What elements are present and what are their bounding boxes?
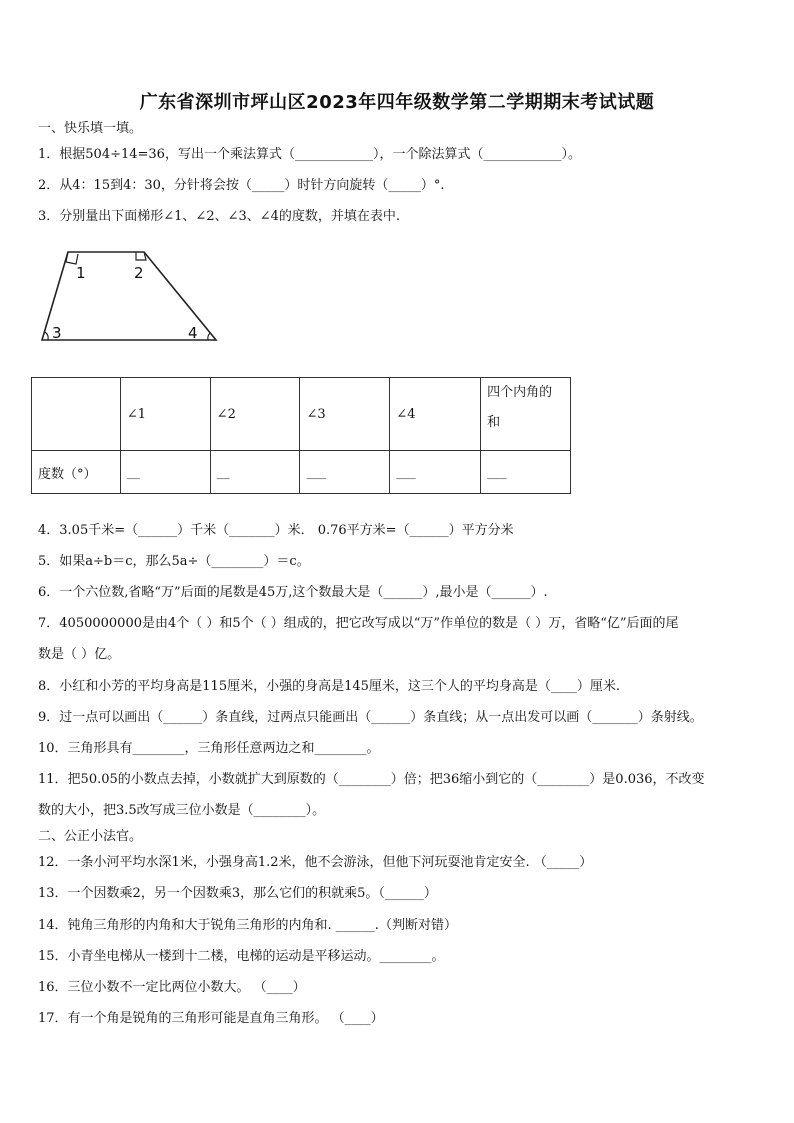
question-13: 13．一个因数乘2，另一个因数乘3，那么它们的积就乘5。（______） xyxy=(38,886,437,901)
table-cell[interactable]: ___ xyxy=(481,451,571,494)
angle-label-1: 1 xyxy=(76,264,86,282)
question-1: 1．根据504÷14=36，写出一个乘法算式（____________），一个除法算式（____________）。 xyxy=(38,147,581,162)
question-9: 9．过一点可以画出（______）条直线，过两点只能画出（______）条直线；从一点出发可以画（_______）条射线。 xyxy=(38,710,703,725)
question-3: 3．分别量出下面梯形∠1、∠2、∠3、∠4的度数，并填在表中. xyxy=(38,209,401,224)
table-header-cell: ∠2 xyxy=(210,378,300,451)
question-17: 17．有一个角是锐角的三角形可能是直角三角形。 （____） xyxy=(38,1011,384,1026)
table-header-cell: ∠1 xyxy=(120,378,210,451)
question-12: 12．一条小河平均水深1米，小强身高1.2米，他不会游泳，但他下河玩耍池肯定安全. （_____） xyxy=(38,855,593,870)
table-cell[interactable]: ___ xyxy=(390,451,481,494)
angle-label-3: 3 xyxy=(52,324,62,342)
question-7: 7．4050000000是由4个（ ）和5个（ ）组成的，把它改写成以“万”作单位的数是（ ）万，省略“亿”后面的尾 xyxy=(38,616,679,631)
trapezoid-figure xyxy=(36,248,226,348)
table-row xyxy=(32,451,571,494)
angle-table xyxy=(31,377,571,494)
table-header-cell xyxy=(32,378,121,451)
table-header-cell: 四个内角的和 xyxy=(481,378,571,451)
question-6: 6．一个六位数,省略“万”后面的尾数是45万,这个数最大是（______）,最小是（______）. xyxy=(38,585,548,600)
table-cell[interactable]: __ xyxy=(120,451,210,494)
question-7-continued: 数是（ ）亿。 xyxy=(38,647,121,662)
question-8: 8．小红和小芳的平均身高是115厘米，小强的身高是145厘米，这三个人的平均身高是（____）厘米. xyxy=(38,679,621,694)
table-row-label: 度数（°） xyxy=(32,451,121,494)
table-header-row xyxy=(32,378,571,451)
question-4: 4．3.05千米=（______）千米（_______）米． 0.76平方米=（______）平方分米 xyxy=(38,523,514,538)
question-11: 11．把50.05的小数点去掉，小数就扩大到原数的（________）倍；把36缩小到它的（________）是0.036，不改变 xyxy=(38,772,705,787)
question-10: 10．三角形具有________，三角形任意两边之和________。 xyxy=(38,741,380,756)
question-16: 16．三位小数不一定比两位小数大。 （____） xyxy=(38,980,306,995)
table-cell[interactable]: ___ xyxy=(300,451,390,494)
table-header-cell: ∠3 xyxy=(300,378,390,451)
section-heading-fill-in: 一、快乐填一填。 xyxy=(38,121,143,136)
table-header-cell: ∠4 xyxy=(390,378,481,451)
angle-label-4: 4 xyxy=(188,324,198,342)
question-14: 14．钝角三角形的内角和大于锐角三角形的内角和. ______.（判断对错） xyxy=(38,918,457,933)
question-15: 15．小青坐电梯从一楼到十二楼，电梯的运动是平移运动。________。 xyxy=(38,949,445,964)
question-2: 2．从4：15到4：30，分针将会按（_____）时针方向旋转（_____）°. xyxy=(38,178,445,193)
table-cell[interactable]: __ xyxy=(210,451,300,494)
angle-label-2: 2 xyxy=(134,264,144,282)
question-11-continued: 数的大小，把3.5改写成三位小数是（________）。 xyxy=(38,803,326,818)
section-heading-judge: 二、公正小法官。 xyxy=(38,829,143,844)
page-title: 广东省深圳市坪山区2023年四年级数学第二学期期末考试试题 xyxy=(139,92,655,113)
question-5: 5．如果a÷b＝c，那么5a÷（________）＝c。 xyxy=(38,554,310,569)
